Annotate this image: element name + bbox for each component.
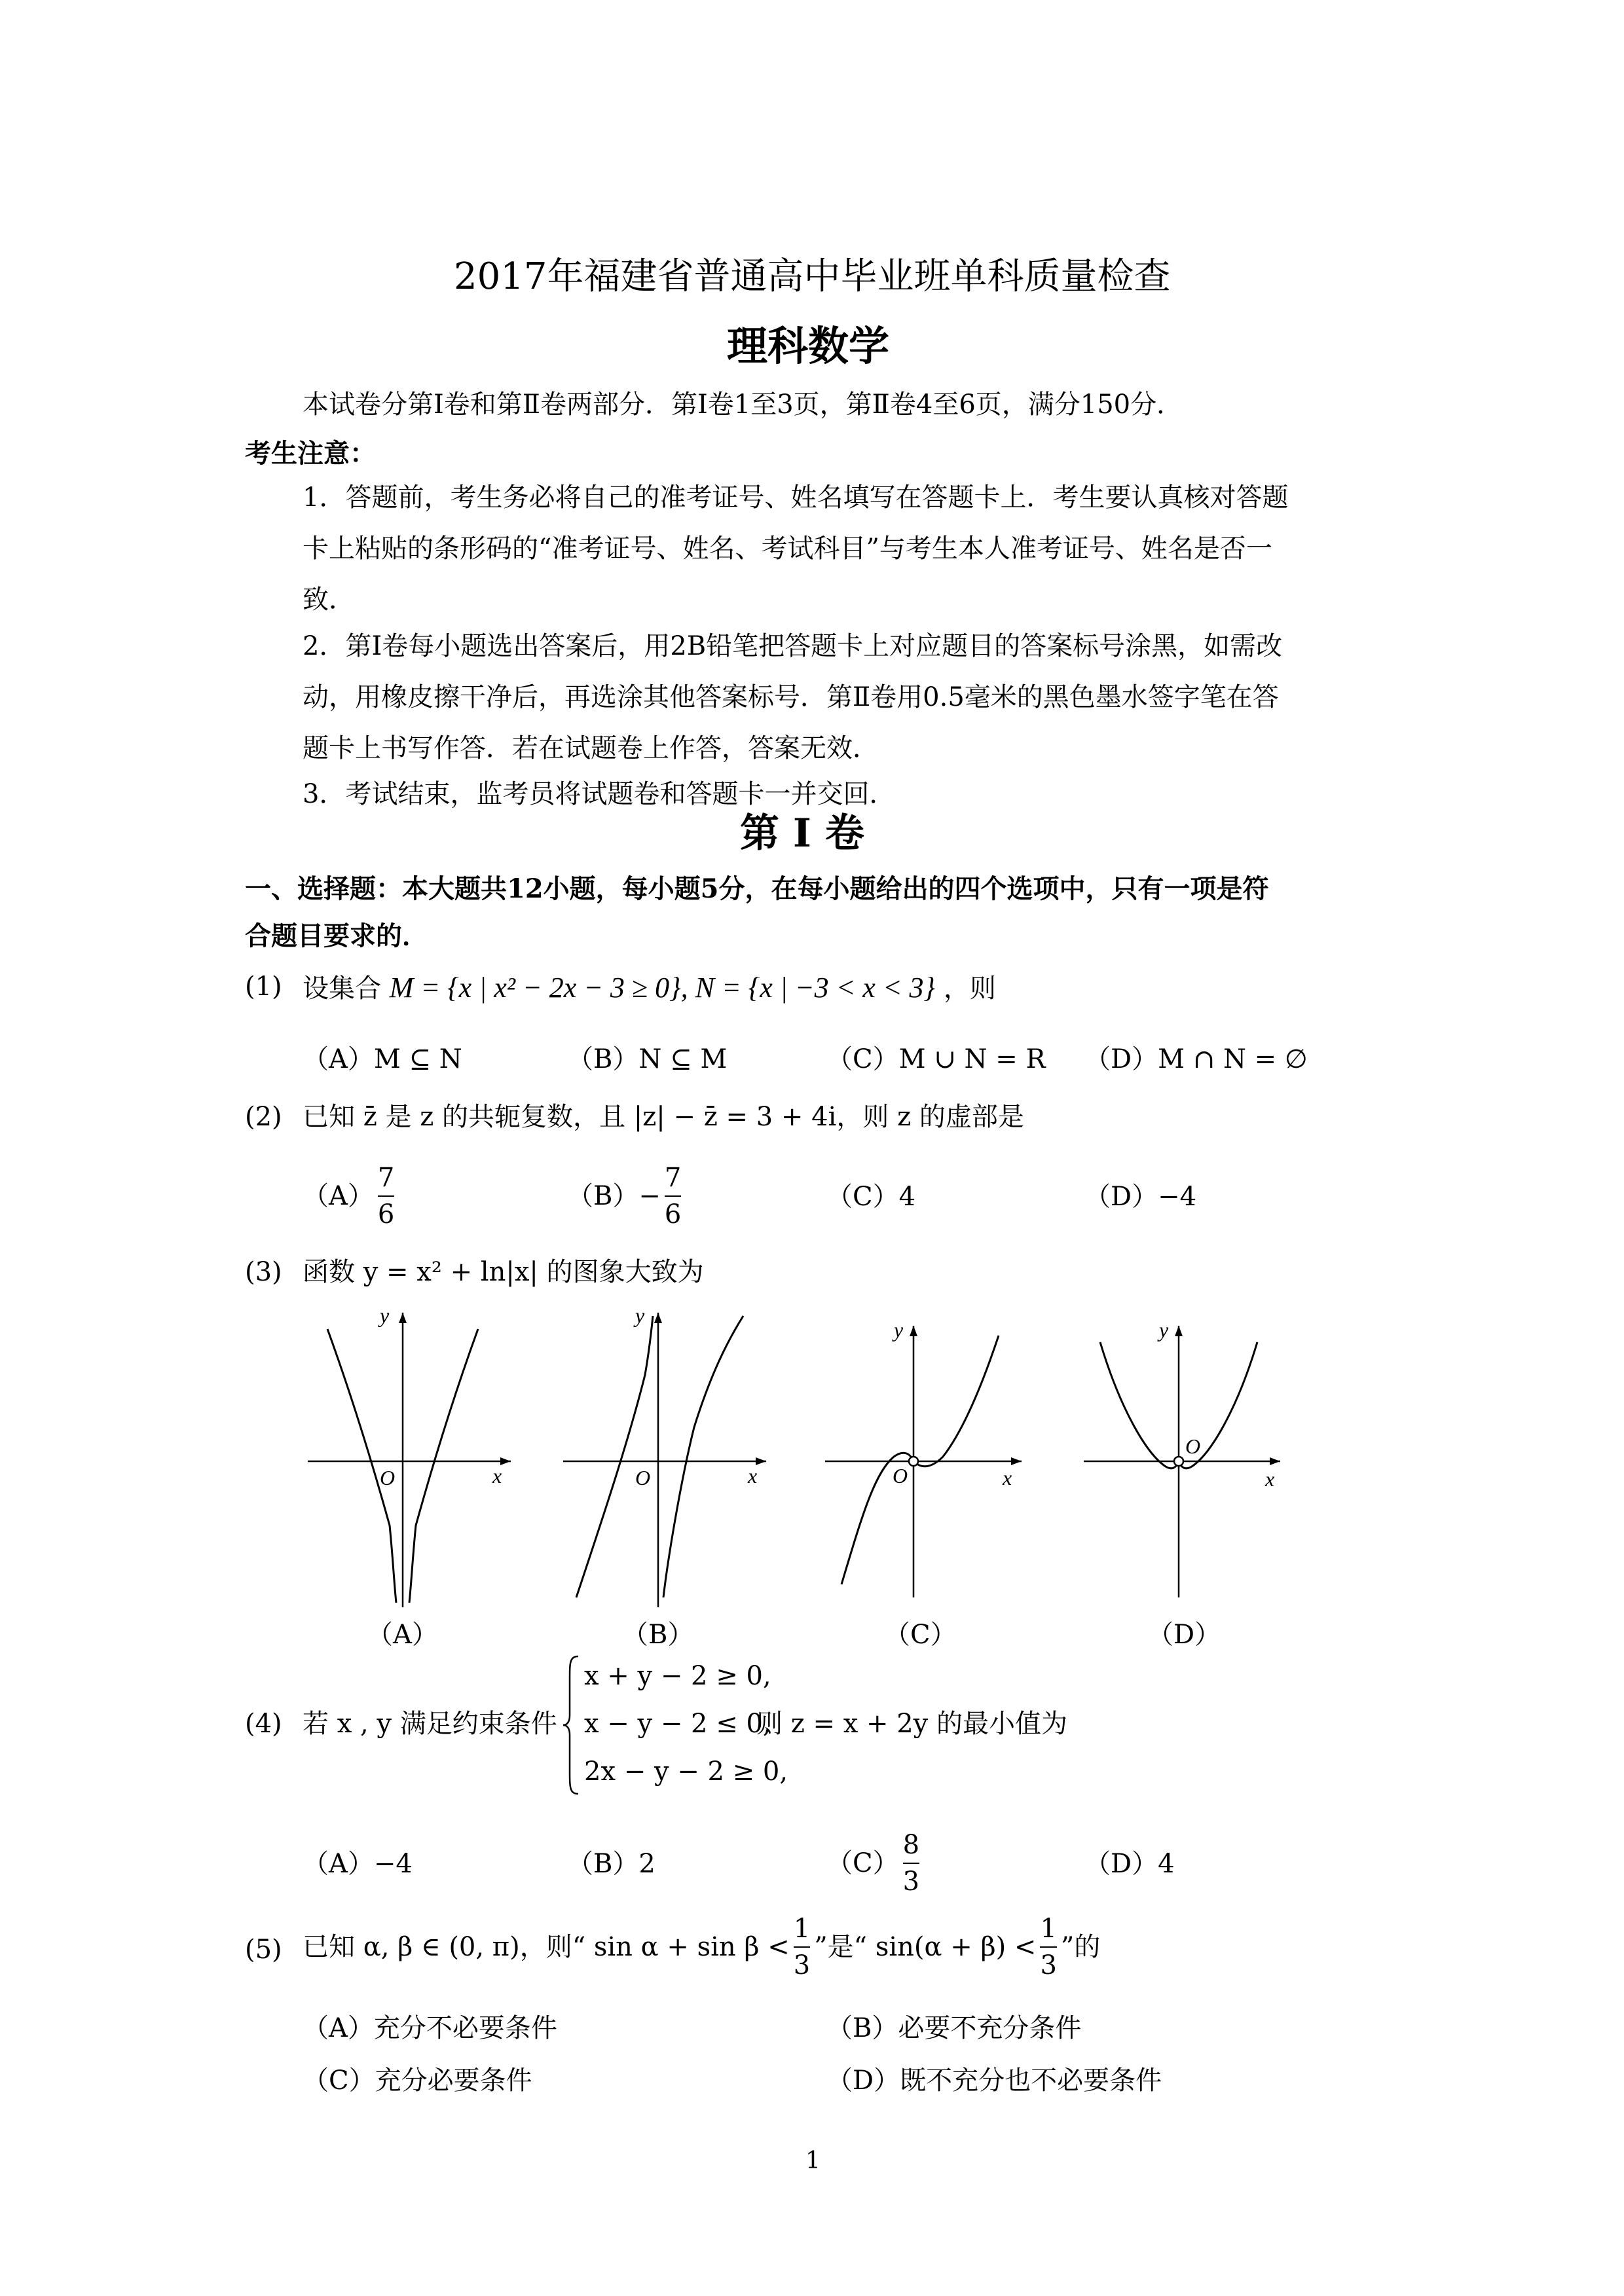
q1-option-d: （D）M ∩ N = ∅ [1084,1044,1308,1074]
q1-number: (1) [245,972,282,1002]
q4-option-c-label: （C） [826,1848,899,1878]
q4-constraint-brace [562,1653,581,1797]
q1-option-b: （B）N ⊆ M [567,1044,728,1074]
q2-option-a-label: （A） [303,1181,374,1211]
q2-stem: 已知 z̄ 是 z 的共轭复数，且 |z| − z̄ = 3 + 4i，则 z 的虚部是 [303,1102,1024,1132]
q3-graph-d-origin: O [1185,1434,1201,1458]
page-number: 1 [805,2147,821,2174]
q1-stem-post: ，则 [943,974,996,1004]
q3-graph-b-caption: （B） [622,1620,694,1650]
q1-stem-pre: 设集合 [303,974,381,1004]
q2-option-c: （C）4 [826,1182,916,1212]
q2-option-b-label: （B）− [567,1181,661,1211]
q5-option-d: （D）既不充分也不必要条件 [826,2066,1162,2096]
q4-option-a: （A）−4 [303,1849,413,1879]
q1-option-a: （A）M ⊆ N [303,1044,462,1074]
q1-stem [303,974,996,1002]
q5-option-a: （A）充分不必要条件 [303,2013,557,2043]
q5-fraction-2-numerator: 1 [1040,1914,1057,1944]
q2-number: (2) [245,1102,282,1132]
q4-option-b: （B）2 [567,1849,655,1879]
q5-stem-post: ”的 [1060,1932,1101,1962]
q2-option-a-denominator: 6 [378,1195,394,1228]
q4-number: (4) [245,1709,282,1739]
notice-item-3: 3．考试结束，监考员将试题卷和答题卡一并交回． [303,779,896,809]
q3-graph-a-caption: （A） [367,1620,438,1650]
q5-fraction-1-numerator: 1 [793,1914,811,1944]
q3-graph-d-caption: （D） [1147,1620,1221,1650]
q2-option-a-numerator: 7 [377,1163,395,1193]
q5-number: (5) [245,1935,282,1965]
section-desc-line-1: 一、选择题：本大题共12小题，每小题5分，在每小题给出的四个选项中，只有一项是符 [245,873,1269,904]
q2-option-a-fraction [378,1164,394,1228]
q4-option-c [826,1831,923,1895]
section-desc-line-2: 合题目要求的． [245,920,428,951]
q3-graph-b-origin: O [635,1466,651,1489]
q3-graph-d [1080,1322,1297,1611]
q5-fraction-1-denominator: 3 [794,1946,810,1979]
notice-heading: 考生注意： [245,438,376,469]
q2-option-b-fraction [665,1164,681,1228]
q4-stem-pre: 若 x , y 满足约束条件 [303,1709,557,1739]
q2-option-d: （D）−4 [1084,1182,1197,1212]
q3-graph-d-x-label: x [1265,1467,1275,1491]
notice-item-2-line-2: 动，用橡皮擦干净后，再选涂其他答案标号．第Ⅱ卷用0.5毫米的黑色墨水签字笔在答 [303,682,1279,712]
q5-stem [303,1915,1100,1979]
q5-stem-pre: 已知 α, β ∈ (0, π)，则“ sin α + sin β < [303,1932,790,1962]
q2-option-b-denominator: 6 [665,1195,681,1228]
q3-graph-b [557,1309,773,1611]
q3-graph-c-y-label: y [894,1322,904,1341]
q4-option-c-denominator: 3 [903,1863,919,1895]
section-title: 第 Ⅰ 卷 [740,811,864,856]
q3-number: (3) [245,1257,282,1287]
q5-option-b: （B）必要不充分条件 [826,2013,1082,2043]
q5-stem-mid: ”是“ sin(α + β) < [814,1932,1037,1962]
exam-title: 2017年福建省普通高中毕业班单科质量检查 [454,255,1171,298]
q5-fraction-1 [794,1915,810,1979]
exam-intro: 本试卷分第Ⅰ卷和第Ⅱ卷两部分．第Ⅰ卷1至3页，第Ⅱ卷4至6页，满分150分． [303,390,1183,420]
q3-graph-a-x-label: x [492,1464,502,1487]
q3-graph-c-x-label: x [1003,1466,1012,1489]
q2-option-a [303,1164,398,1228]
q5-fraction-2 [1040,1915,1056,1979]
q2-option-b-numerator: 7 [664,1163,682,1193]
notice-item-2-line-1: 2．第Ⅰ卷每小题选出答案后，用2B铅笔把答题卡上对应题目的答案标号涂黑，如需改 [303,631,1283,661]
q4-constraint-3: 2x − y − 2 ≥ 0, [584,1757,788,1787]
q4-constraint-2: x − y − 2 ≤ 0, [584,1709,771,1739]
q3-graph-a-origin: O [380,1466,396,1489]
notice-item-1-line-1: 1．答题前，考生务必将自己的准考证号、姓名填写在答题卡上．考生要认真核对答题 [303,483,1289,513]
q4-option-c-fraction [903,1831,919,1895]
q3-graph-b-y-label: y [635,1309,645,1327]
q1-option-c: （C）M ∪ N = R [826,1044,1046,1074]
exam-subtitle: 理科数学 [727,322,890,370]
q3-graph-c-origin: O [893,1464,908,1487]
q5-option-c: （C）充分必要条件 [303,2066,532,2096]
q3-stem: 函数 y = x² + ln|x| 的图象大致为 [303,1257,704,1287]
q3-graph-d-y-label: y [1159,1322,1169,1341]
q3-graph-c-caption: （C） [884,1620,957,1650]
q4-constraint-1: x + y − 2 ≥ 0, [584,1661,771,1691]
q4-option-d: （D）4 [1084,1849,1175,1879]
q1-math: M = {x | x² − 2x − 3 ≥ 0}, N = {x | −3 < x < 3} [389,972,936,1004]
q5-fraction-2-denominator: 3 [1040,1946,1056,1979]
q3-graph-c [822,1322,1038,1611]
notice-item-1-line-3: 致． [303,585,355,615]
q3-graph-a [301,1309,517,1611]
q3-graph-a-y-label: y [380,1309,390,1327]
q3-graph-b-x-label: x [748,1464,758,1487]
notice-item-2-line-3: 题卡上书写作答．若在试题卷上作答，答案无效． [303,733,879,763]
q4-option-c-numerator: 8 [902,1830,920,1860]
q4-stem-post: 则 z = x + 2y 的最小值为 [756,1709,1067,1739]
q2-option-b [567,1164,685,1228]
notice-item-1-line-2: 卡上粘贴的条形码的“准考证号、姓名、考试科目”与考生本人准考证号、姓名是否一 [303,534,1272,564]
